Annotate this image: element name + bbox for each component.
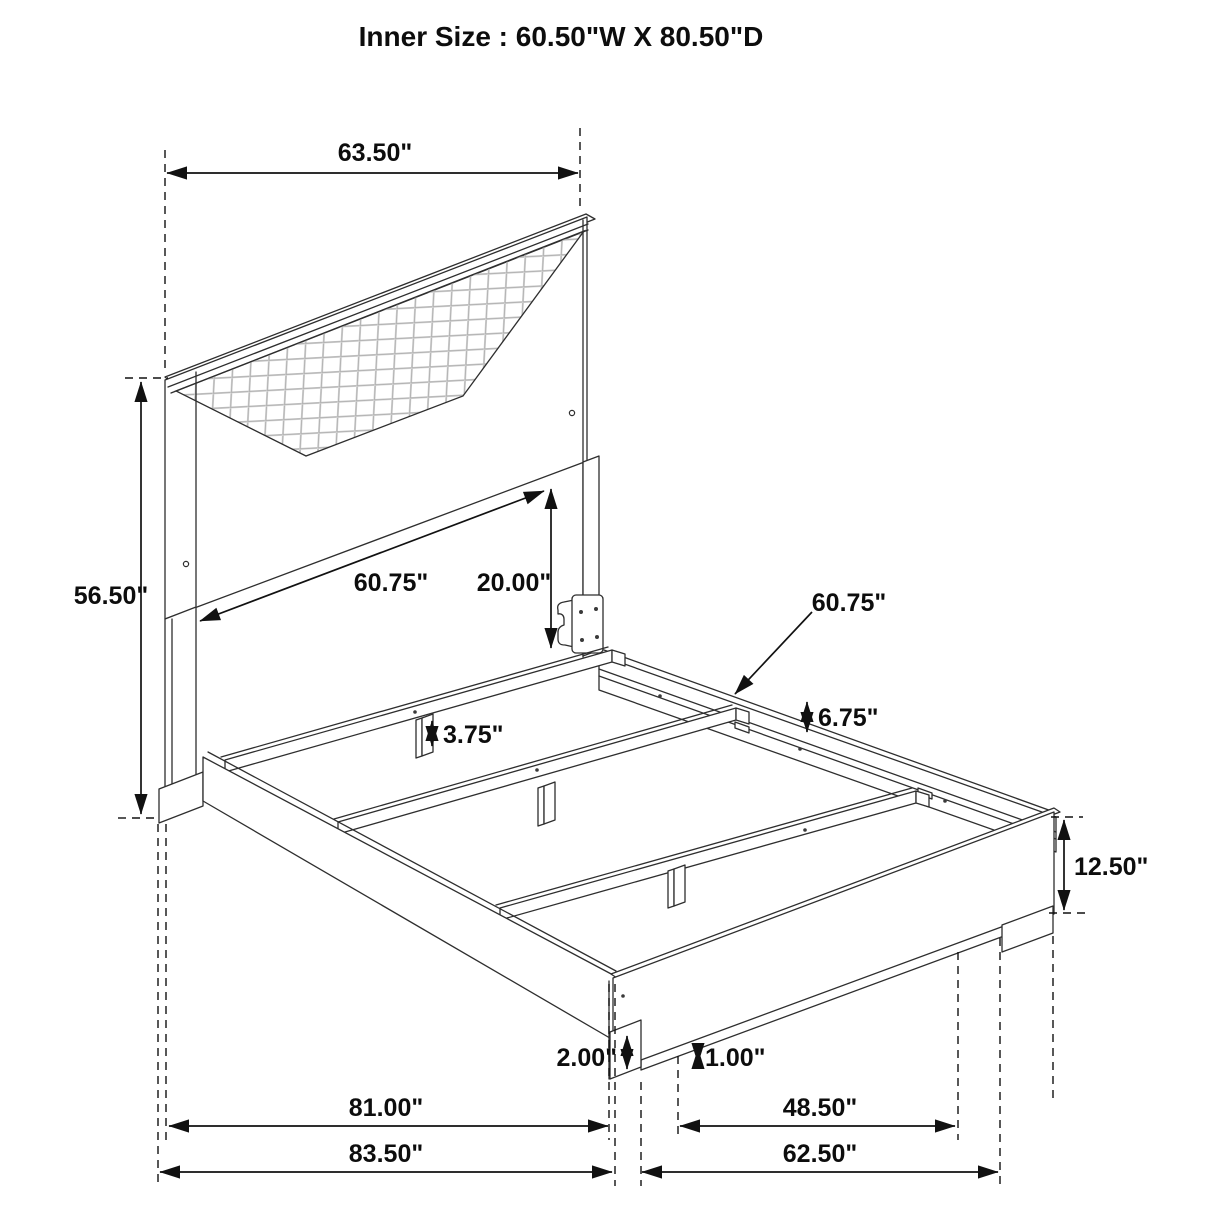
dim-footboard-width-label: 62.50" xyxy=(782,1140,858,1168)
dim-base-clearance-label: 1.00" xyxy=(705,1044,766,1072)
support-leg xyxy=(668,869,674,908)
dim-slat-length-leader xyxy=(735,612,812,694)
dim-foot-height-label: 2.00" xyxy=(556,1044,617,1072)
slat-top-edge xyxy=(221,647,608,757)
bracket-plate xyxy=(572,595,603,653)
headboard-left-leg xyxy=(165,607,196,791)
dim-leg-spacing-label: 48.50" xyxy=(782,1094,858,1122)
footboard-front-panel xyxy=(613,812,1054,1076)
headboard-leg-hole xyxy=(183,561,188,566)
dim-headboard-inner-width-label: 60.75" xyxy=(353,569,429,597)
dim-headboard-height-label: 56.50" xyxy=(73,582,149,610)
rail-bracket xyxy=(558,595,603,653)
right-rail-ledge-line xyxy=(599,669,1056,832)
dim-rail-depth-label: 6.75" xyxy=(818,704,879,732)
support-leg xyxy=(416,718,422,758)
dim-inner-length-label: 81.00" xyxy=(348,1094,424,1122)
dim-slat-length-label: 60.75" xyxy=(811,589,887,617)
diagram-title: Inner Size : 60.50"W X 80.50"D xyxy=(358,21,764,52)
support-leg xyxy=(674,865,685,906)
support-leg xyxy=(538,786,544,826)
right-rail-ledge-line xyxy=(599,676,1056,839)
dim-headboard-panel-height-label: 20.00" xyxy=(476,569,552,597)
dim-footboard-height-label: 12.50" xyxy=(1074,853,1149,881)
dim-support-leg-height-label: 3.75" xyxy=(443,721,504,749)
support-leg xyxy=(544,782,555,824)
slats xyxy=(221,647,929,920)
headboard xyxy=(159,214,599,823)
footboard xyxy=(609,808,1060,1079)
dim-overall-length-label: 83.50" xyxy=(348,1140,424,1168)
dim-headboard-width-label: 63.50" xyxy=(337,139,413,167)
headboard-hole xyxy=(569,410,574,415)
